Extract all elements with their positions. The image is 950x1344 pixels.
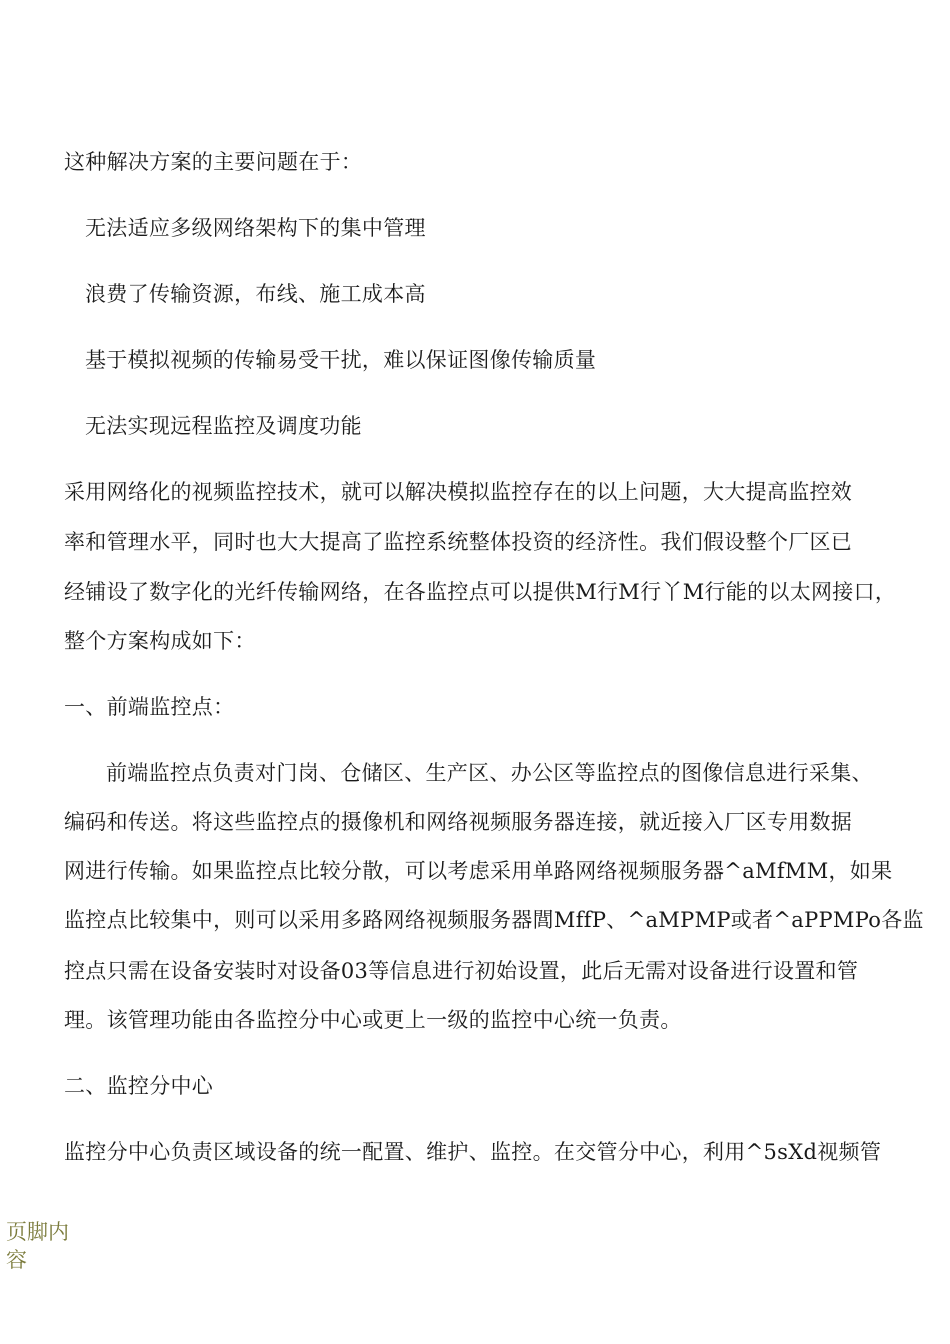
section1-heading: 一、前端监控点： bbox=[64, 695, 235, 719]
problem-item-4: 无法实现远程监控及调度功能 bbox=[85, 414, 362, 438]
paragraph1-line-4: 整个方案构成如下： bbox=[64, 629, 256, 653]
section2-heading: 二、监控分中心 bbox=[64, 1074, 214, 1098]
section1-line-4: 监控点比较集中，则可以采用多路网络视频服务器閭MffP、^aMPMP或者^aPPMPo各监 bbox=[64, 908, 924, 932]
intro-text: 这种解决方案的主要问题在于： bbox=[64, 150, 363, 174]
problem-item-1: 无法适应多级网络架构下的集中管理 bbox=[85, 216, 426, 240]
section2-line-1: 监控分中心负责区域设备的统一配置、维护、监控。在交管分中心，利用^5sXd视频管 bbox=[64, 1140, 882, 1164]
section1-line-5: 控点只需在设备安装时对设备03等信息进行初始设置，此后无需对设备进行设置和管 bbox=[64, 959, 859, 983]
problem-item-3: 基于模拟视频的传输易受干扰，难以保证图像传输质量 bbox=[85, 348, 597, 372]
paragraph1-line-1: 采用网络化的视频监控技术，就可以解决模拟监控存在的以上问题，大大提高监控效 bbox=[64, 480, 853, 504]
section1-line-3: 网进行传输。如果监控点比较分散，可以考虑采用单路网络视频服务器^aMfMM，如果 bbox=[64, 859, 893, 883]
section1-line-6: 理。该管理功能由各监控分中心或更上一级的监控中心统一负责。 bbox=[64, 1008, 682, 1032]
section1-line-2: 编码和传送。将这些监控点的摄像机和网络视频服务器连接，就近接入厂区专用数据 bbox=[64, 810, 853, 834]
page-footer: 页脚内容 bbox=[6, 1220, 69, 1272]
problem-item-2: 浪费了传输资源，布线、施工成本高 bbox=[85, 282, 426, 306]
paragraph1-line-3: 经铺设了数字化的光纤传输网络，在各监控点可以提供M行M行丫M行能的以太网接口， bbox=[64, 580, 897, 604]
section1-line-1: 前端监控点负责对门岗、仓储区、生产区、办公区等监控点的图像信息进行采集、 bbox=[106, 761, 873, 785]
paragraph1-line-2: 率和管理水平，同时也大大提高了监控系统整体投资的经济性。我们假设整个厂区已 bbox=[64, 530, 853, 554]
